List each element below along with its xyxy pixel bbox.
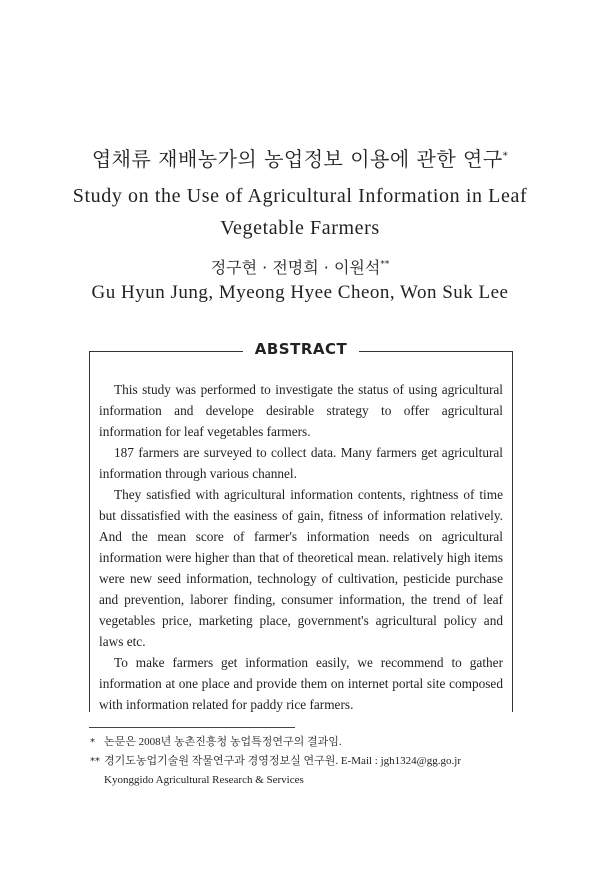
footnote-item: * 논문은 2008년 농촌진흥청 농업특정연구의 결과임. — [90, 733, 530, 752]
authors-english: Gu Hyun Jung, Myeong Hyee Cheon, Won Suk Lee — [91, 282, 509, 303]
title-korean: 엽채류 재배농가의 농업정보 이용에 관한 연구* — [91, 147, 509, 171]
footnotes — [90, 733, 530, 789]
abstract-paragraph: To make farmers get information easily, we recommend to gather information at one place and provide them on internet portal site composed with information related for paddy rice farmers. — [99, 655, 503, 712]
title-english: Study on the Use of Agricultural Information in Leaf Vegetable Farmers — [72, 185, 528, 239]
footnote-item: ** 경기도농업기술원 작물연구과 경영정보실 연구원. E-Mail : jgh1324@gg.go.jr — [90, 752, 530, 771]
footnote-item: Kyonggido Agricultural Research & Services — [104, 774, 304, 786]
abstract-paragraph: This study was performed to investigate the status of using agricultural information and develope desirable strategy to offer agricultural information for leaf vegetables farmers. — [99, 382, 503, 439]
authors-footnote-mark: ** — [380, 259, 390, 270]
footnote-mark: ** — [90, 756, 100, 767]
abstract-paragraph: They satisfied with agricultural information contents, rightness of time but dissatisfied with the easiness of gain, fitness of information relatively. And the mean score of farmer's information needs on agricultural information were higher than that of theoretical mean. relatively high items were new seed information, technology of cultivation, pesticide purchase and prevention, laborer finding, consumer information, the trend of leaf vegetables price, marketing place, government's agricultural policy and laws etc. — [99, 487, 503, 649]
abstract-paragraph: 187 farmers are surveyed to collect data. Many farmers get agricultural information through various channel. — [99, 445, 503, 481]
footnote-mark: * — [90, 737, 95, 748]
abstract-heading: ABSTRACT — [90, 340, 512, 359]
authors-korean: 정구현 · 전명희 · 이원석** — [210, 258, 390, 277]
abstract-body — [99, 379, 503, 715]
footnote-divider — [89, 727, 295, 728]
title-footnote-mark: * — [502, 150, 509, 162]
abstract-box — [89, 340, 513, 712]
